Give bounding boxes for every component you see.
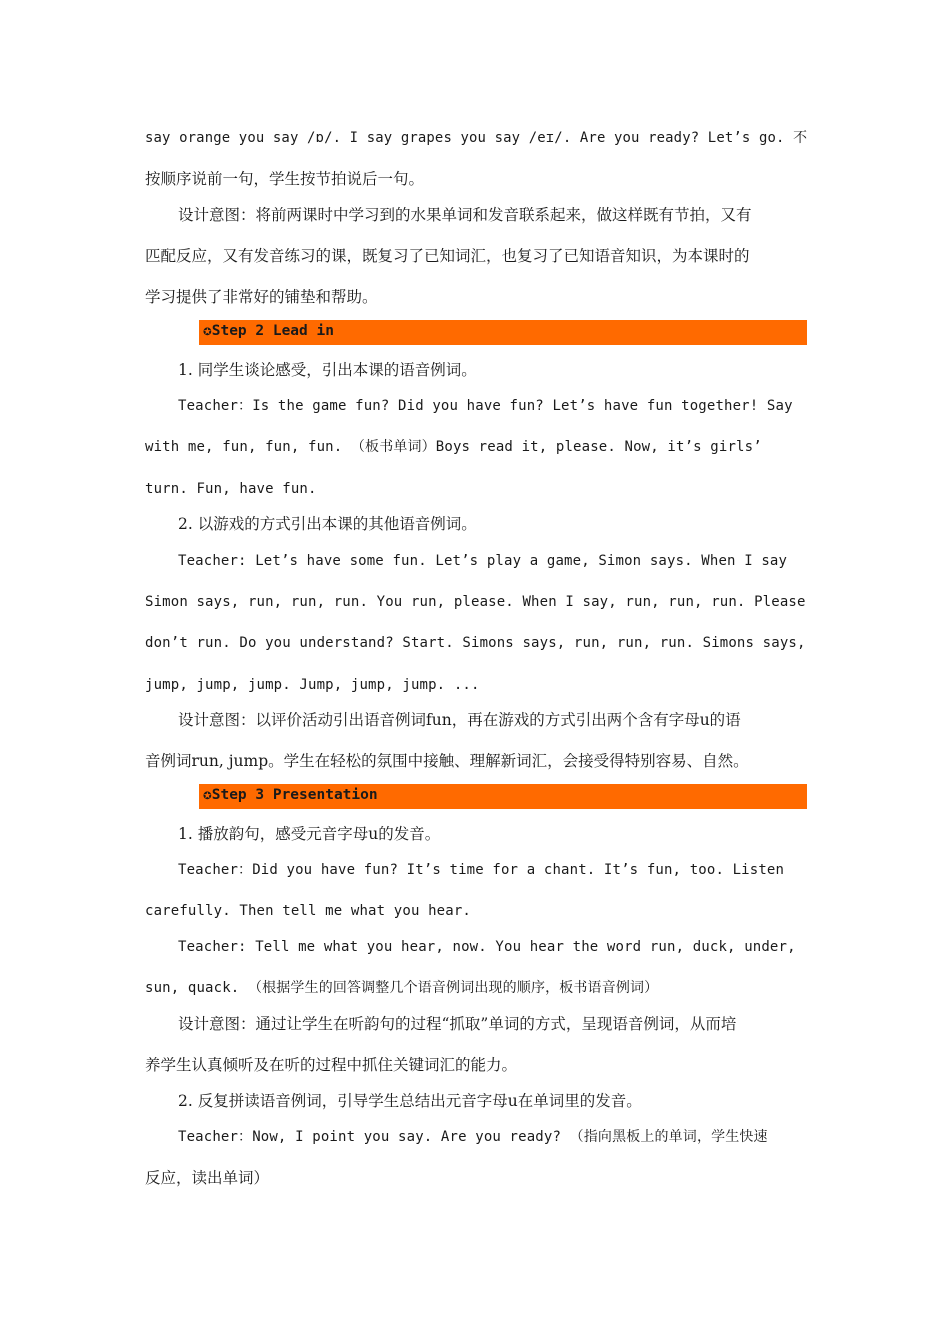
text-line: don’t run. Do you understand? Start. Simons says, run, run, run. Simons says, [145,635,806,651]
text-line: 设计意图：将前两课时中学习到的水果单词和发音联系起来，做这样既有节拍，又有 [178,206,752,224]
text-line: jump, jump, jump. Jump, jump, jump. ... [145,677,480,693]
text-line: 2. 以游戏的方式引出本课的其他语音例词。 [178,515,477,533]
text-line: 1. 播放韵句，感受元音字母u的发音。 [178,825,441,843]
text-line: 按顺序说前一句，学生按节拍说后一句。 [145,170,425,188]
text-line: 匹配反应，又有发音练习的课，既复习了已知词汇，也复习了已知语音知识，为本课时的 [145,247,750,265]
text-line: with me, fun, fun, fun. （板书单词）Boys read it, please. Now, it’s girls’ [145,439,762,455]
text-line: Teacher: Let’s have some fun. Let’s play a game, Simon says. When I say [178,553,788,569]
text-line: 学习提供了非常好的铺垫和帮助。 [145,288,378,306]
text-line: 音例词run, jump。学生在轻松的氛围中接触、理解新词汇，会接受得特别容易、自然。 [145,752,749,770]
text-line: Teacher: Tell me what you hear, now. You hear the word run, duck, under, [178,939,796,955]
text-line: 2. 反复拼读语音例词，引导学生总结出元音字母u在单词里的发音。 [178,1092,642,1110]
step-3-heading-bar [199,784,807,809]
text-line: 养学生认真倾听及在听的过程中抓住关键词汇的能力。 [145,1056,518,1074]
text-line: sun, quack. （根据学生的回答调整几个语音例词出现的顺序，板书语音例词） [145,980,659,996]
step-2-heading-bar [199,320,807,345]
text-line: 设计意图：以评价活动引出语音例词fun，再在游戏的方式引出两个含有字母u的语 [178,711,741,729]
text-line: Simon says, run, run, run. You run, please. When I say, run, run, run. Please [145,594,806,610]
step-2-heading: ✪Step 2 Lead in [203,323,334,339]
text-line: Teacher：Did you have fun? It’s time for a chant. It’s fun, too. Listen [178,862,785,878]
text-line: Teacher：Now, I point you say. Are you ready? （指向黑板上的单词，学生快速 [178,1129,768,1145]
text-line: Teacher：Is the game fun? Did you have fun? Let’s have fun together! Say [178,398,793,414]
text-line: 1. 同学生谈论感受，引出本课的语音例词。 [178,361,477,379]
text-line: say orange you say /ɒ/. I say grapes you say /eɪ/. Are you ready? Let’s go. 不 [145,130,808,146]
text-line: 设计意图：通过让学生在听韵句的过程“抓取”单词的方式，呈现语音例词，从而培 [178,1015,737,1033]
step-3-heading: ✪Step 3 Presentation [203,787,378,803]
text-line: 反应，读出单词） [145,1169,270,1187]
text-line: turn. Fun, have fun. [145,481,317,497]
text-line: carefully. Then tell me what you hear. [145,903,471,919]
